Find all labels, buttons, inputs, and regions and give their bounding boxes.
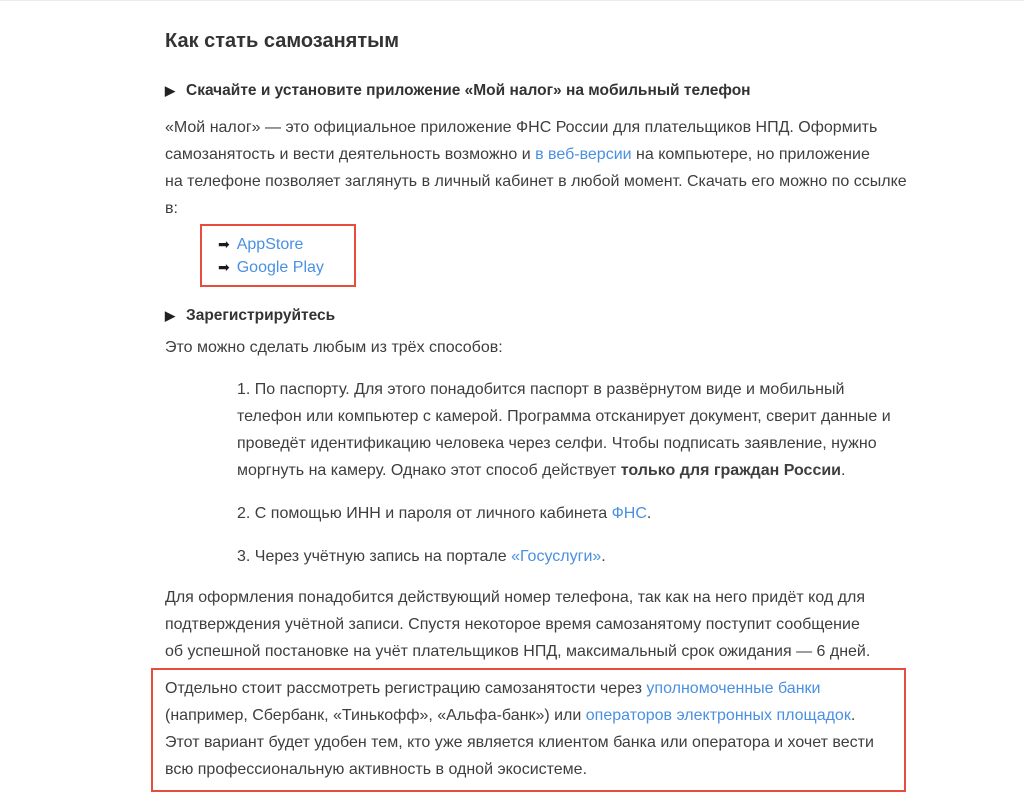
gosuslugi-link[interactable]: «Госуслуги» bbox=[511, 548, 602, 565]
web-version-link[interactable]: в веб-версии bbox=[535, 146, 632, 163]
section-heading-register bbox=[165, 306, 930, 325]
text-run: . bbox=[646, 505, 652, 522]
appstore-link[interactable]: AppStore bbox=[236, 236, 304, 253]
method-item-passport bbox=[237, 376, 909, 484]
register-intro: Это можно сделать любым из трёх способов: bbox=[165, 339, 503, 356]
section-heading-download-text: Скачайте и установите приложение «Мой налог» на мобильный телефон bbox=[186, 82, 751, 99]
section-heading-download bbox=[165, 81, 930, 100]
text-run: Отдельно стоит рассмотреть регистрацию самозанятости через bbox=[165, 680, 647, 697]
article-page bbox=[0, 1, 930, 792]
registration-methods-list bbox=[237, 376, 909, 570]
text-run: 2. С помощью ИНН и пароля от личного кабинета bbox=[237, 505, 612, 522]
google-play-link[interactable]: Google Play bbox=[236, 259, 324, 276]
method-item-inn bbox=[237, 500, 909, 527]
section-heading-register-text: Зарегистрируйтесь bbox=[186, 307, 336, 324]
method-item-gosuslugi bbox=[237, 543, 909, 570]
text-run: . bbox=[841, 462, 846, 479]
triangle-marker-icon: ▶ bbox=[165, 308, 175, 323]
page-title: Как стать самозанятым bbox=[165, 30, 400, 52]
arrow-right-icon: ➡ bbox=[218, 236, 230, 252]
text-run: (например, Сбербанк, «Тинькофф», «Альфа-банк») или bbox=[165, 707, 586, 724]
text-run: . bbox=[601, 548, 606, 565]
fns-link[interactable]: ФНС bbox=[611, 505, 647, 522]
electronic-platforms-link[interactable]: операторов электронных площадок bbox=[585, 707, 851, 724]
triangle-marker-icon: ▶ bbox=[165, 83, 175, 98]
text-run: на компьютере, но приложение на телефоне позволяет заглянуть в личный кабинет в любой момент. Скачать его можно по ссылке в: bbox=[165, 146, 907, 217]
bold-text: только для граждан России bbox=[620, 462, 842, 479]
arrow-right-icon: ➡ bbox=[218, 259, 230, 275]
banks-paragraph bbox=[165, 675, 892, 783]
authorized-banks-link[interactable]: уполномоченные банки bbox=[646, 680, 821, 697]
appstore-row bbox=[218, 233, 324, 256]
banks-highlight-box bbox=[151, 668, 906, 792]
download-intro-paragraph bbox=[165, 114, 910, 222]
text-run: . Этот вариант будет удобен тем, кто уже является клиентом банка или оператора и хочет вести всю профессиональную активность в одной экосистеме. bbox=[165, 707, 874, 778]
text-run: 1. По паспорту. Для этого понадобится паспорт в развёрнутом виде и мобильный телефон или компьютер с камерой. Программа отсканирует документ, сверит данные и проведёт идентификацию человека через селфи. Чтобы подписать заявление, нужно моргнуть на камеру. Однако этот способ действует bbox=[237, 381, 891, 479]
text-run: «Мой налог» — это официальное приложение ФНС России для плательщиков НПД. Оформить самозанятость и вести деятельность возможно и bbox=[165, 119, 878, 163]
confirmation-note-paragraph: Для оформления понадобится действующий номер телефона, так как на него придёт код для подтверждения учётной записи. Спустя некоторое время самозанятому поступит сообщение об успешной постановке на учёт плательщиков НПД, максимальный срок ожидания — 6 дней. bbox=[165, 589, 871, 660]
google-play-row bbox=[218, 256, 324, 279]
store-links-highlight-box bbox=[200, 224, 356, 287]
text-run: 3. Через учётную запись на портале bbox=[237, 548, 512, 565]
